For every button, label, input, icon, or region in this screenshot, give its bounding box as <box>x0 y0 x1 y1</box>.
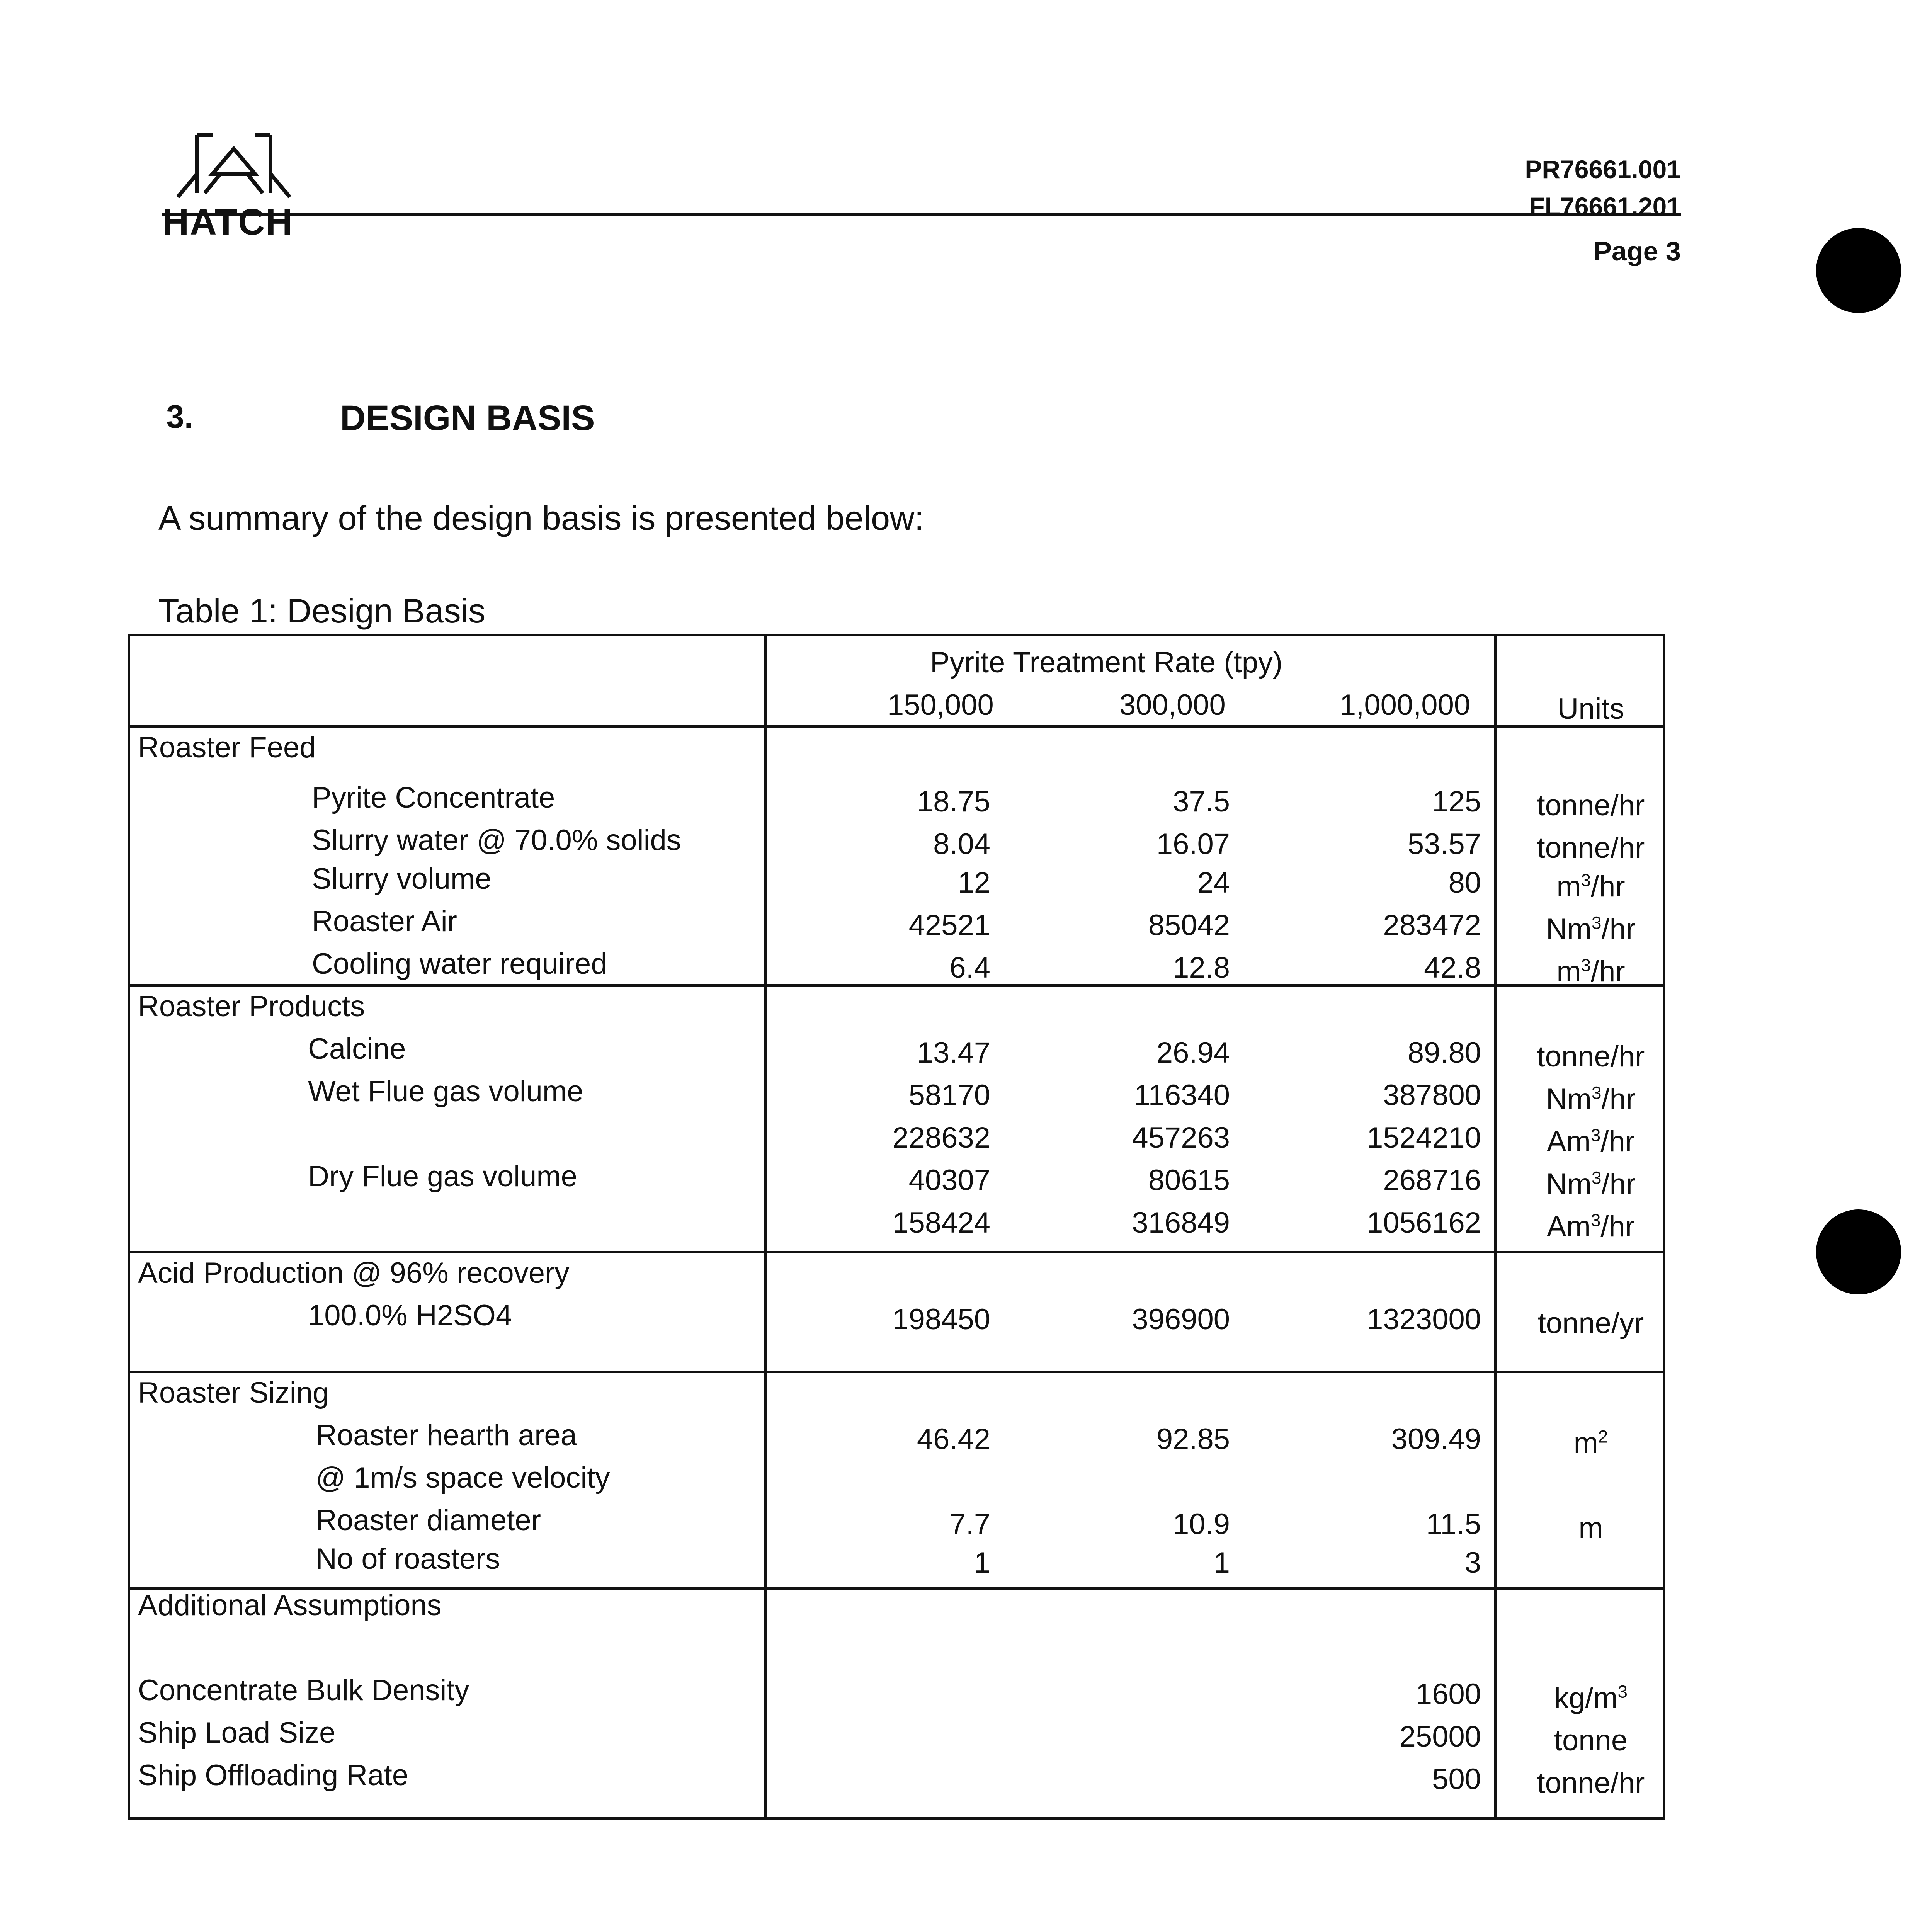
punch-hole-top <box>1816 228 1901 313</box>
row-label: Ship Offloading Rate <box>138 1759 408 1792</box>
value-cell: 1056162 <box>1367 1206 1481 1239</box>
section-number: 3. <box>166 398 194 435</box>
design-basis-table <box>128 634 1665 1820</box>
section-title: DESIGN BASIS <box>340 398 595 438</box>
unit-cell <box>1510 1170 1672 1199</box>
header-rule <box>162 213 1681 216</box>
value-cell: 396900 <box>1132 1303 1230 1336</box>
doc-ref-line-1: PR76661.001 <box>1525 155 1681 184</box>
col-header-units: Units <box>1557 692 1624 725</box>
value-cell: 92.85 <box>1156 1423 1230 1456</box>
row-label: Dry Flue gas volume <box>308 1160 577 1193</box>
document-reference <box>1525 151 1681 225</box>
unit-base: m <box>1556 870 1581 903</box>
row-label: Wet Flue gas volume <box>308 1075 583 1108</box>
section-title-roaster-products: Roaster Products <box>138 990 365 1023</box>
hatch-logo-icon <box>170 128 298 201</box>
unit-cell <box>1510 1085 1672 1114</box>
value-cell: 58170 <box>908 1079 990 1112</box>
unit-cell: tonne/hr <box>1537 832 1645 864</box>
value-cell: 316849 <box>1132 1206 1230 1239</box>
value-cell: 80 <box>1448 866 1481 899</box>
unit-superscript: 3 <box>1590 1125 1601 1145</box>
unit-cell: tonne/yr <box>1537 1307 1644 1340</box>
row-label: Cooling water required <box>312 947 607 980</box>
rule-after-acid-production <box>130 1371 1663 1373</box>
unit-tail: /hr <box>1600 1210 1635 1243</box>
value-cell: 26.94 <box>1156 1036 1230 1069</box>
col-header-300000: 300,000 <box>1119 689 1226 721</box>
value-cell: 80615 <box>1148 1164 1230 1197</box>
unit-cell <box>1510 915 1672 944</box>
section-title-additional: Additional Assumptions <box>138 1589 442 1622</box>
company-name: HATCH <box>162 201 293 243</box>
unit-cell <box>1510 872 1672 901</box>
page-number: Page 3 <box>1594 236 1681 266</box>
value-cell: 40307 <box>908 1164 990 1197</box>
value-cell: 12 <box>957 866 990 899</box>
value-cell: 283472 <box>1383 909 1481 942</box>
unit-base: m <box>1556 955 1581 988</box>
value-cell: 500 <box>1432 1763 1481 1796</box>
value-cell: 1524210 <box>1367 1121 1481 1154</box>
rule-after-roaster-feed <box>130 984 1663 987</box>
value-cell: 1 <box>974 1546 990 1579</box>
value-cell: 228632 <box>892 1121 990 1154</box>
value-cell: 6.4 <box>949 951 990 984</box>
unit-cell: tonne/hr <box>1537 1040 1645 1073</box>
punch-hole-middle <box>1816 1209 1901 1294</box>
unit-tail: /hr <box>1590 955 1625 988</box>
unit-base: Am <box>1546 1210 1591 1243</box>
value-cell: 85042 <box>1148 909 1230 942</box>
unit-superscript: 3 <box>1581 955 1591 975</box>
unit-base: Nm <box>1546 1168 1592 1201</box>
unit-tail: /hr <box>1601 1083 1636 1116</box>
unit-cell: tonne/hr <box>1537 789 1645 822</box>
value-cell: 53.57 <box>1407 828 1481 861</box>
unit-cell: tonne <box>1554 1724 1628 1757</box>
value-cell: 198450 <box>892 1303 990 1336</box>
row-label: Slurry water @ 70.0% solids <box>312 824 681 857</box>
value-cell: 125 <box>1432 785 1481 818</box>
value-cell: 42521 <box>908 909 990 942</box>
unit-base: kg/m <box>1554 1682 1618 1714</box>
row-label: Ship Load Size <box>138 1716 336 1749</box>
row-label: Roaster diameter <box>316 1504 541 1537</box>
row-label: Concentrate Bulk Density <box>138 1674 469 1707</box>
value-cell: 10.9 <box>1173 1508 1230 1541</box>
unit-tail: /hr <box>1601 1168 1636 1201</box>
value-cell: 13.47 <box>917 1036 990 1069</box>
value-cell: 18.75 <box>917 785 990 818</box>
value-cell: 8.04 <box>933 828 990 861</box>
value-cell: 16.07 <box>1156 828 1230 861</box>
value-cell: 309.49 <box>1391 1423 1481 1456</box>
unit-base: m <box>1573 1427 1598 1459</box>
unit-superscript: 3 <box>1581 870 1591 890</box>
unit-superscript: 3 <box>1592 1083 1602 1103</box>
unit-tail: /hr <box>1590 870 1625 903</box>
section-title-acid-production: Acid Production @ 96% recovery <box>138 1257 570 1289</box>
value-cell: 24 <box>1197 866 1230 899</box>
unit-superscript: 3 <box>1592 913 1602 933</box>
value-cell: 116340 <box>1134 1079 1230 1112</box>
unit-base: Nm <box>1546 913 1592 946</box>
value-cell: 46.42 <box>917 1423 990 1456</box>
unit-cell: tonne/hr <box>1537 1767 1645 1799</box>
value-cell: 1600 <box>1415 1678 1481 1711</box>
row-label: @ 1m/s space velocity <box>316 1461 610 1494</box>
value-cell: 7.7 <box>949 1508 990 1541</box>
unit-superscript: 3 <box>1590 1210 1601 1230</box>
value-cell: 37.5 <box>1173 785 1230 818</box>
value-cell: 12.8 <box>1173 951 1230 984</box>
row-label: Roaster Air <box>312 905 457 938</box>
value-cell: 387800 <box>1383 1079 1481 1112</box>
table-caption: Table 1: Design Basis <box>158 592 486 630</box>
col-header-150000: 150,000 <box>888 689 994 721</box>
doc-ref-line-2: FL76661.201 <box>1529 192 1681 221</box>
row-label: Pyrite Concentrate <box>312 781 555 814</box>
value-cell: 1 <box>1213 1546 1230 1579</box>
value-cell: 25000 <box>1399 1720 1481 1753</box>
row-label: No of roasters <box>316 1543 500 1575</box>
row-label: Calcine <box>308 1032 406 1065</box>
unit-cell: m <box>1578 1512 1603 1544</box>
value-cell: 268716 <box>1383 1164 1481 1197</box>
value-cell: 158424 <box>892 1206 990 1239</box>
unit-cell <box>1510 1429 1672 1458</box>
section-title-roaster-sizing: Roaster Sizing <box>138 1376 329 1409</box>
value-cell: 89.80 <box>1407 1036 1481 1069</box>
col-divider-values <box>764 636 767 1817</box>
row-label: Slurry volume <box>312 862 492 895</box>
value-cell: 457263 <box>1132 1121 1230 1154</box>
rule-after-roaster-products <box>130 1251 1663 1253</box>
row-label: Roaster hearth area <box>316 1419 577 1452</box>
rate-group-header: Pyrite Treatment Rate (tpy) <box>930 646 1283 679</box>
unit-superscript: 2 <box>1598 1427 1608 1447</box>
section-title-roaster-feed: Roaster Feed <box>138 731 316 764</box>
unit-cell <box>1510 957 1672 986</box>
value-cell: 1323000 <box>1367 1303 1481 1336</box>
unit-base: Am <box>1546 1125 1591 1158</box>
value-cell: 42.8 <box>1424 951 1481 984</box>
unit-superscript: 3 <box>1617 1682 1628 1702</box>
unit-superscript: 3 <box>1592 1168 1602 1188</box>
value-cell: 3 <box>1464 1546 1481 1579</box>
header-bottom-rule <box>130 725 1663 728</box>
intro-paragraph: A summary of the design basis is presented below: <box>158 499 924 537</box>
unit-base: Nm <box>1546 1083 1592 1116</box>
unit-cell <box>1510 1684 1672 1713</box>
row-label: 100.0% H2SO4 <box>308 1299 512 1332</box>
col-header-1000000: 1,000,000 <box>1340 689 1471 721</box>
value-cell: 11.5 <box>1426 1508 1481 1541</box>
unit-cell <box>1510 1212 1672 1242</box>
unit-tail: /hr <box>1600 1125 1635 1158</box>
unit-cell <box>1510 1127 1672 1156</box>
col-divider-units <box>1494 636 1497 1817</box>
unit-tail: /hr <box>1601 913 1636 946</box>
